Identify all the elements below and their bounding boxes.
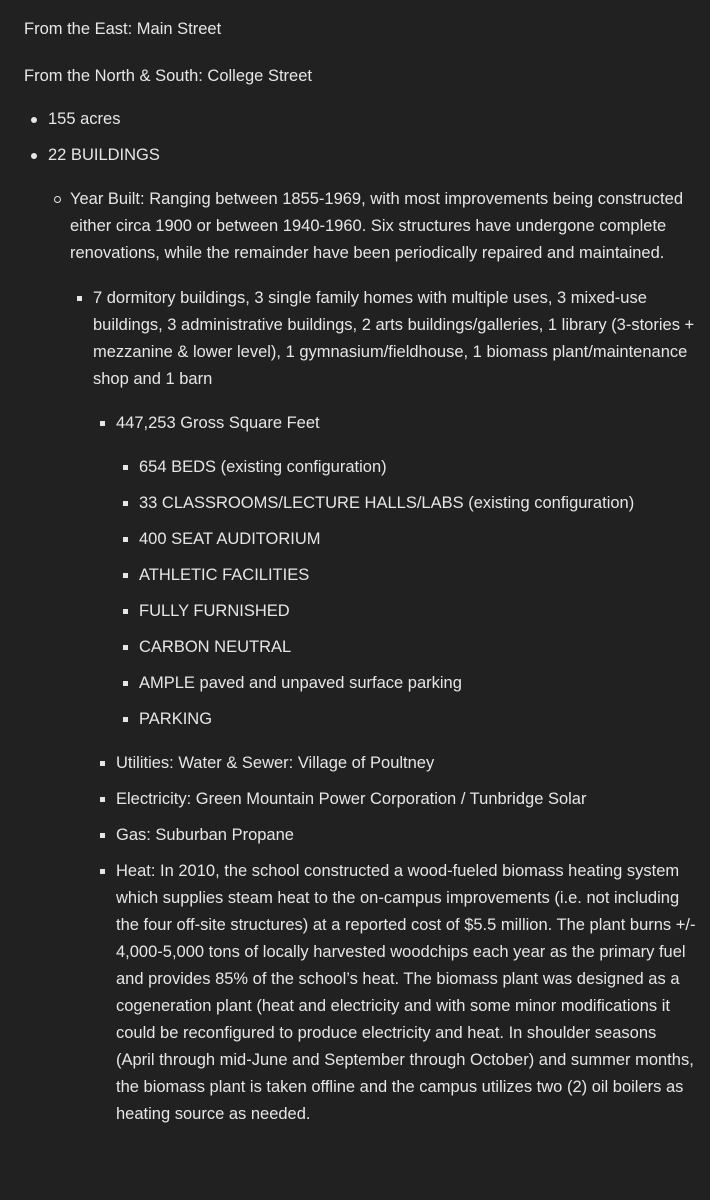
square-bullet-icon bbox=[123, 717, 128, 722]
list-item-utilities-heat bbox=[93, 858, 696, 1128]
square-bullet-icon bbox=[100, 761, 105, 766]
square-feet-text: 447,253 Gross Square Feet bbox=[116, 414, 320, 432]
square-bullet-icon bbox=[123, 681, 128, 686]
list-item-feature bbox=[116, 526, 696, 553]
square-bullet-icon bbox=[77, 296, 82, 301]
utilities-gas-text: Gas: Suburban Propane bbox=[116, 826, 294, 844]
square-bullet-icon bbox=[123, 573, 128, 578]
list-item-acres bbox=[24, 106, 696, 133]
access-north-south: From the North & South: College Street bbox=[24, 67, 312, 85]
square-bullet-icon bbox=[100, 421, 105, 426]
feature-text: 33 CLASSROOMS/LECTURE HALLS/LABS (existing configuration) bbox=[139, 494, 635, 512]
list-item-utilities-gas bbox=[93, 822, 696, 849]
square-bullet-icon bbox=[123, 465, 128, 470]
list-item-building-mix bbox=[70, 285, 696, 1128]
building-mix-text: 7 dormitory buildings, 3 single family homes with multiple uses, 3 mixed-use buildings, 3 administrative buildings, 2 arts buildings/galleries, 1 library (3-stories + mezzanine & lower level), 1 gymnasium/fieldhouse, 1 biomass plant/maintenance shop and 1 barn bbox=[93, 289, 695, 388]
square-bullet-icon bbox=[123, 609, 128, 614]
list-item-feature bbox=[116, 562, 696, 589]
list-item-feature bbox=[116, 706, 696, 733]
square-feet-list bbox=[93, 410, 696, 1128]
square-bullet-icon bbox=[123, 537, 128, 542]
buildings-text: 22 BUILDINGS bbox=[48, 146, 160, 164]
square-bullet-icon bbox=[123, 645, 128, 650]
access-east: From the East: Main Street bbox=[24, 20, 222, 38]
buildings-detail-list bbox=[48, 186, 696, 1128]
feature-text: CARBON NEUTRAL bbox=[139, 638, 292, 656]
list-item-feature bbox=[116, 490, 696, 517]
utilities-electricity-text: Electricity: Green Mountain Power Corporation / Tunbridge Solar bbox=[116, 790, 587, 808]
disc-bullet-icon bbox=[31, 153, 37, 159]
feature-text: PARKING bbox=[139, 710, 213, 728]
feature-text: FULLY FURNISHED bbox=[139, 602, 290, 620]
disc-bullet-icon bbox=[31, 117, 37, 123]
circle-bullet-icon bbox=[54, 196, 61, 203]
feature-text: 400 SEAT AUDITORIUM bbox=[139, 530, 321, 548]
square-bullet-icon bbox=[100, 833, 105, 838]
list-item-utilities-water bbox=[93, 750, 696, 777]
list-item-feature bbox=[116, 598, 696, 625]
square-bullet-icon bbox=[100, 869, 105, 874]
list-item-feature bbox=[116, 670, 696, 697]
list-item-feature bbox=[116, 454, 696, 481]
list-item-square-feet bbox=[93, 410, 696, 733]
property-summary-list bbox=[24, 106, 696, 1128]
square-bullet-icon bbox=[123, 501, 128, 506]
square-bullet-icon bbox=[100, 797, 105, 802]
list-item-utilities-electricity bbox=[93, 786, 696, 813]
list-item-year-built bbox=[48, 186, 696, 1128]
feature-text: 654 BEDS (existing configuration) bbox=[139, 458, 387, 476]
utilities-water-text: Utilities: Water & Sewer: Village of Poultney bbox=[116, 754, 435, 772]
building-mix-list bbox=[70, 285, 696, 1128]
list-item-feature bbox=[116, 634, 696, 661]
year-built-text: Year Built: Ranging between 1855-1969, with most improvements being constructed either circa 1900 or between 1940-1960. Six structures have undergone complete renovations, while the remainder have been periodically repaired and maintained. bbox=[70, 190, 683, 262]
feature-text: ATHLETIC FACILITIES bbox=[139, 566, 310, 584]
list-item-buildings bbox=[24, 142, 696, 1128]
feature-text: AMPLE paved and unpaved surface parking bbox=[139, 674, 462, 692]
acres-text: 155 acres bbox=[48, 110, 121, 128]
features-list bbox=[116, 454, 696, 733]
utilities-heat-text: Heat: In 2010, the school constructed a wood-fueled biomass heating system which supplies steam heat to the on-campus improvements (i.e. not including the four off-site structures) at a reported cost of $5.5 million. The plant burns +/- 4,000-5,000 tons of locally harvested woodchips each year as the primary fuel and provides 85% of the school’s heat. The biomass plant was designed as a cogeneration plant (heat and electricity and with some minor modifications it could be reconfigured to produce electricity and heat. In shoulder seasons (April through mid-June and September through October) and summer months, the biomass plant is taken offline and the campus utilizes two (2) oil boilers as heating source as needed. bbox=[116, 862, 696, 1123]
